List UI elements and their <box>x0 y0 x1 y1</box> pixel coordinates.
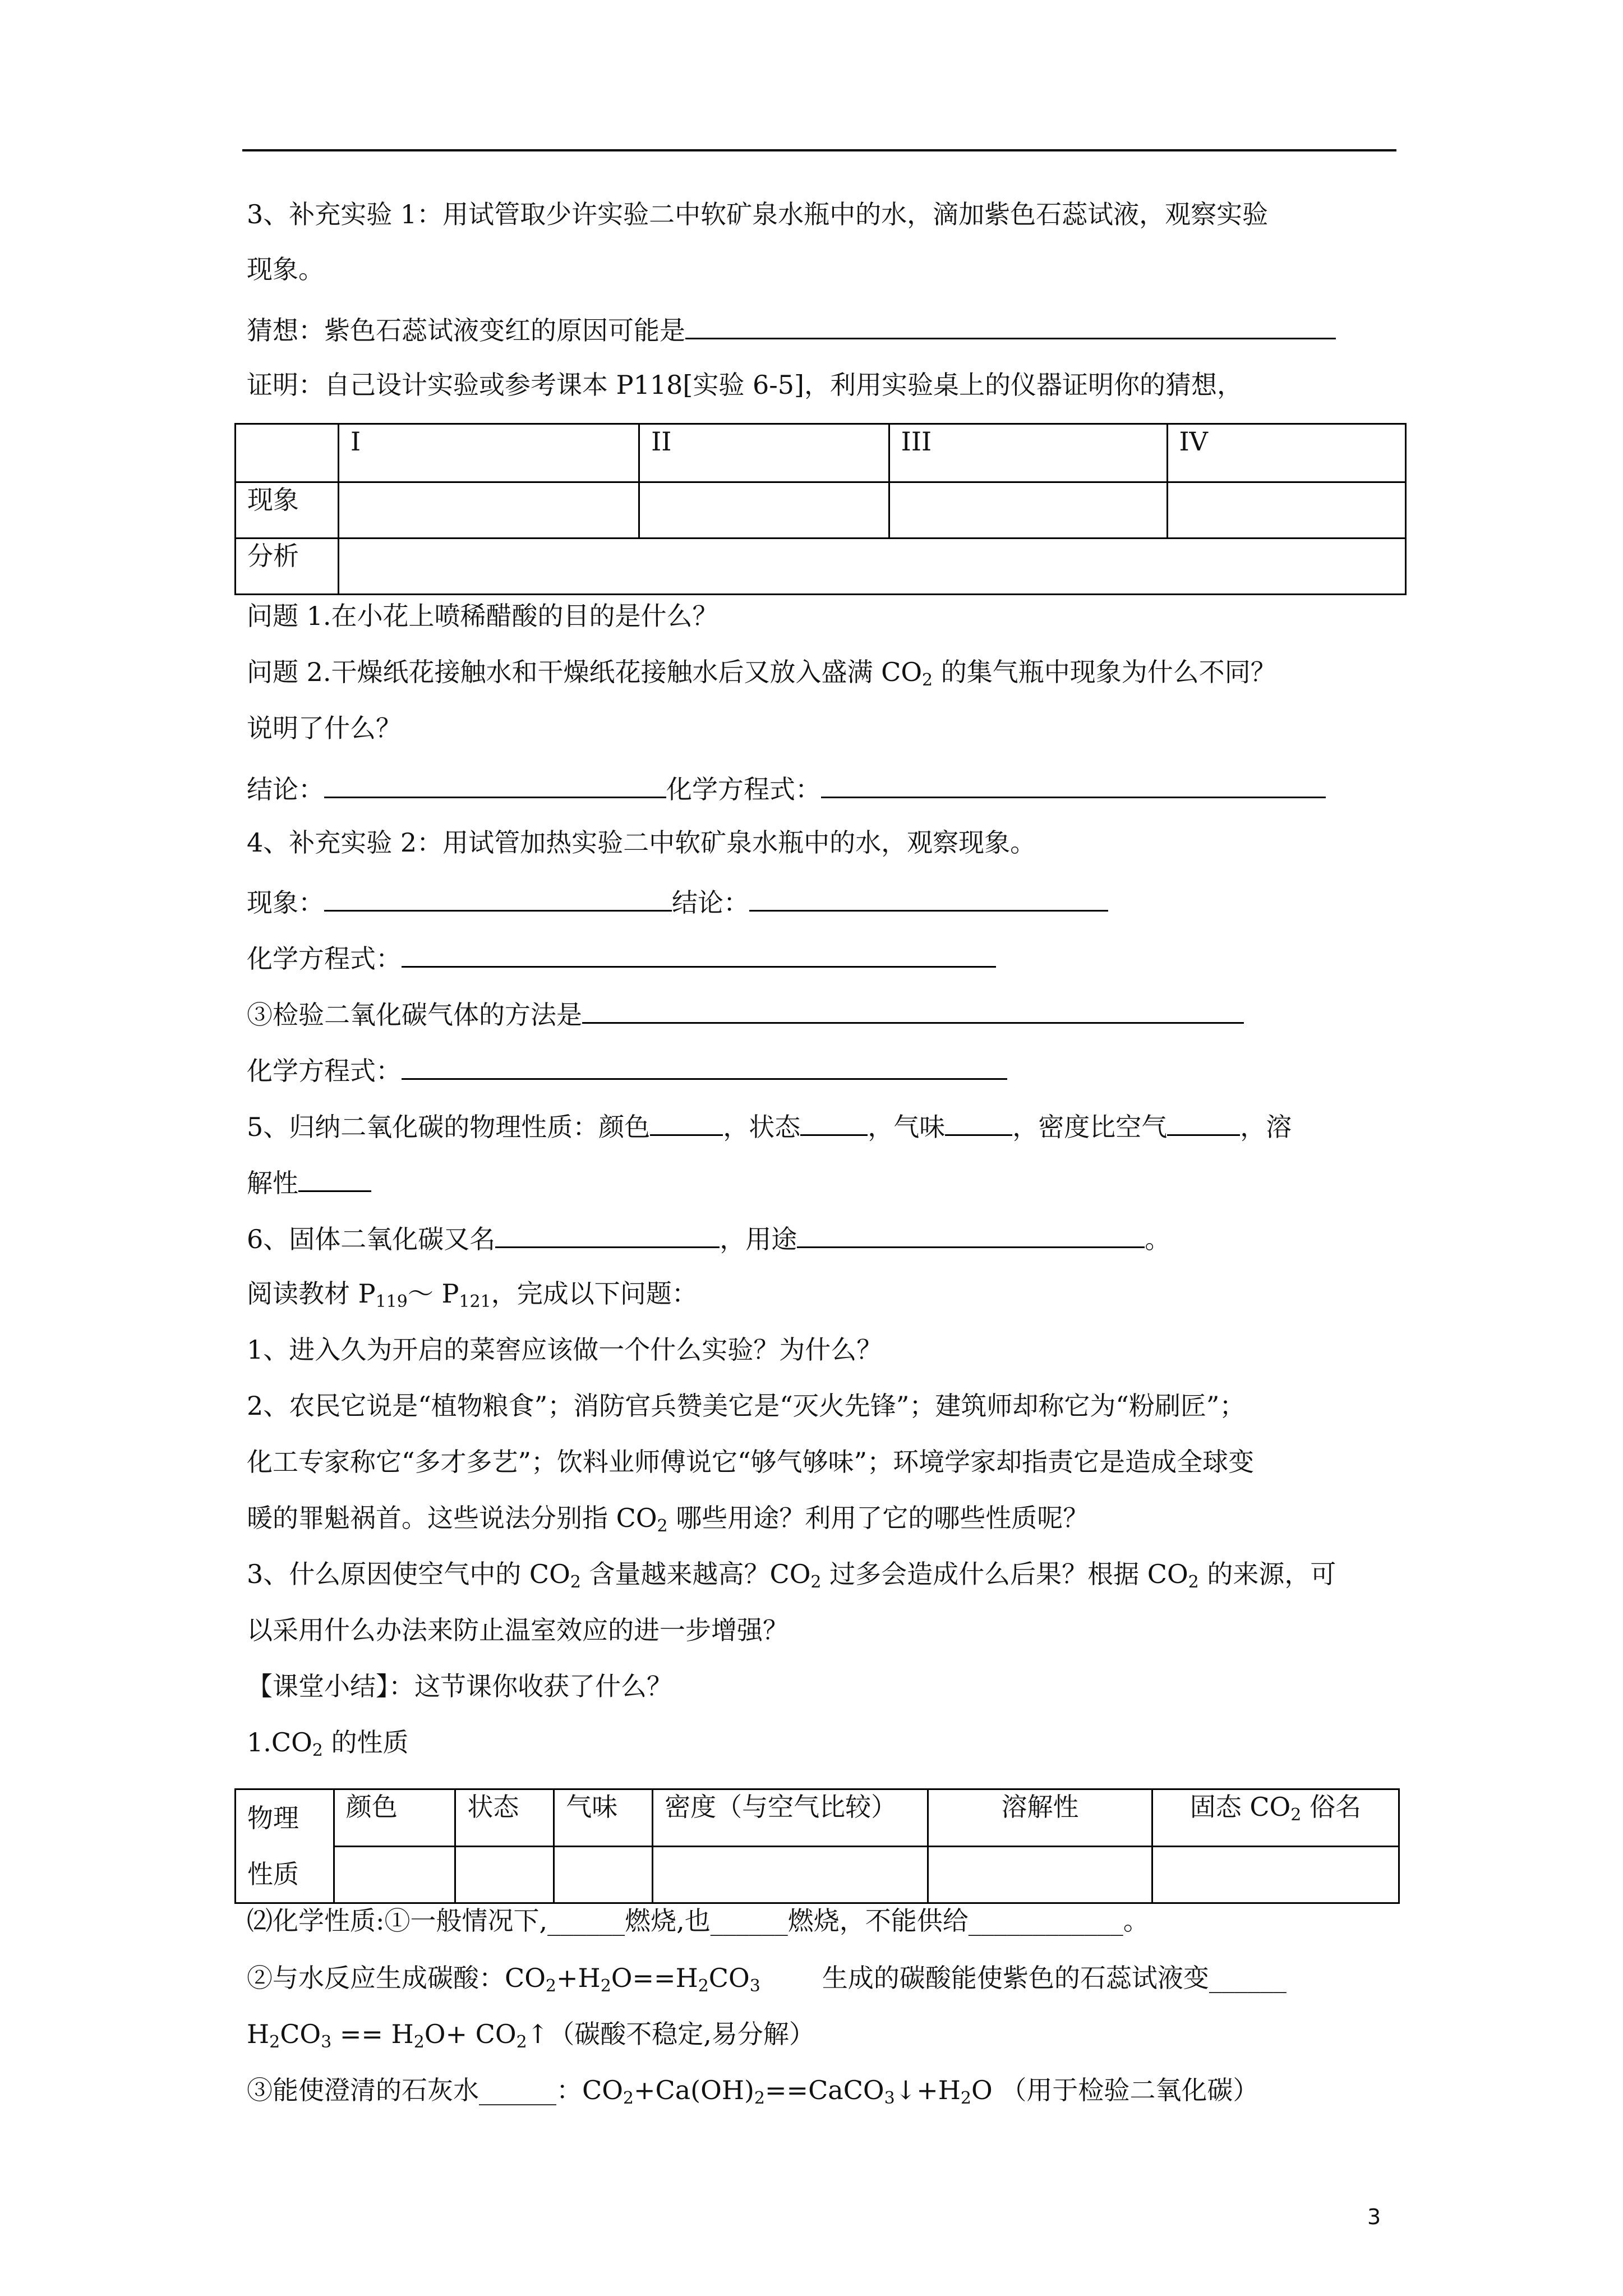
blank <box>324 771 666 798</box>
text: 3、什么原因使空气中的 CO <box>247 1559 570 1589</box>
table-cell: 密度（与空气比较） <box>653 1789 928 1847</box>
text: ③能使澄清的石灰水______：CO <box>247 2075 623 2105</box>
blank <box>650 1108 723 1136</box>
text: 5、归纳二氧化碳的物理性质：颜色 <box>247 1112 651 1142</box>
text: H <box>247 2019 270 2049</box>
blank <box>945 1108 1012 1136</box>
text: 哪些用途？利用了它的哪些性质呢？ <box>667 1503 1089 1533</box>
text: 化学方程式： <box>666 774 821 804</box>
text: ，状态 <box>723 1112 801 1142</box>
text: 猜想：紫色石蕊试液变红的原因可能是 <box>247 315 685 346</box>
text-line <box>247 1221 1170 1256</box>
text: 阅读教材 P <box>247 1278 376 1309</box>
header-rule <box>242 149 1396 151</box>
subscript: 2 <box>413 2032 425 2052</box>
text: ↓+H <box>895 2075 961 2105</box>
text-line: ⑵化学性质:①一般情况下,______燃烧,也______燃烧，不能供给____________。 <box>247 1906 1149 1936</box>
text-line <box>247 884 1108 919</box>
table-cell <box>653 1846 928 1903</box>
table-cell <box>639 482 889 539</box>
table-cell <box>236 424 339 482</box>
text: 俗名 <box>1301 1792 1361 1822</box>
text-line <box>247 1726 409 1759</box>
text: 现象： <box>247 887 324 918</box>
text: ，气味 <box>868 1112 946 1142</box>
text-line <box>247 1501 1089 1535</box>
text-line: 化工专家称它“多才多艺”；饮料业师傅说它“够气够味”；环境学家却指责它是造成全球变 <box>247 1447 1255 1477</box>
text: 固态 CO <box>1189 1792 1291 1822</box>
table-cell: I <box>339 424 639 482</box>
text-line <box>247 1165 371 1200</box>
text-line: 3、补充实验 1：用试管取少许实验二中软矿泉水瓶中的水，滴加紫色石蕊试液，观察实验 <box>247 199 1269 229</box>
subscript: 3 <box>884 2088 895 2108</box>
text-line <box>247 1108 1292 1144</box>
text: +Ca(OH) <box>634 2075 754 2105</box>
text: O （用于检验二氧化碳） <box>971 2075 1259 2105</box>
table-cell <box>334 1846 455 1903</box>
table-cell <box>339 482 639 539</box>
text: 问题 2.干燥纸花接触水和干燥纸花接触水后又放入盛满 CO <box>247 657 923 687</box>
text-line <box>247 2017 815 2051</box>
text: ，完成以下问题： <box>491 1278 698 1309</box>
blank <box>821 771 1326 798</box>
blank <box>800 1108 868 1136</box>
text-line <box>247 1557 1336 1591</box>
subscript: 2 <box>600 1976 611 1996</box>
text: == H <box>331 2019 414 2049</box>
text: 含量越来越高？CO <box>580 1559 811 1589</box>
text: O==H <box>611 1963 698 1993</box>
subscript: 119 <box>375 1292 408 1312</box>
text: ==CaCO <box>765 2075 884 2105</box>
subscript: 2 <box>922 670 933 690</box>
text-line <box>247 940 996 976</box>
properties-table <box>234 1788 1400 1904</box>
text-line <box>247 2073 1258 2107</box>
text-line <box>247 771 1326 806</box>
text: +H <box>556 1963 601 1993</box>
text: 生成的碳酸能使紫色的石蕊试液变______ <box>822 1963 1287 1993</box>
subscript: 2 <box>570 1572 581 1592</box>
subscript: 2 <box>754 2088 765 2108</box>
subscript: 2 <box>545 1976 557 1996</box>
text: ，密度比空气 <box>1012 1112 1168 1142</box>
text-line: 4、补充实验 2：用试管加热实验二中软矿泉水瓶中的水，观察现象。 <box>247 827 1036 858</box>
text: 的集气瓶中现象为什么不同？ <box>933 657 1276 687</box>
text-line <box>247 996 1244 1032</box>
text: ↑（碳酸不稳定,易分解） <box>527 2019 815 2049</box>
table-cell: 现象 <box>236 482 339 539</box>
subscript: 2 <box>1188 1572 1199 1592</box>
table-cell: IV <box>1167 424 1405 482</box>
text-line <box>247 312 1336 347</box>
text: 暖的罪魁祸首。这些说法分别指 CO <box>247 1503 657 1533</box>
subscript: 3 <box>749 1976 760 1996</box>
text: 解性 <box>247 1168 298 1198</box>
blank <box>298 1165 371 1192</box>
text-line: 说明了什么？ <box>247 713 402 743</box>
text-line <box>247 1961 1287 1995</box>
table-cell: 颜色 <box>334 1789 455 1847</box>
text-line: 证明：自己设计实验或参考课本 P118[实验 6-5]，利用实验桌上的仪器证明你的猜想， <box>247 370 1243 400</box>
table-cell: 溶解性 <box>928 1789 1152 1847</box>
subscript: 2 <box>269 2032 280 2052</box>
table-cell <box>339 539 1406 595</box>
table-cell: II <box>639 424 889 482</box>
text: ②与水反应生成碳酸：CO <box>247 1963 546 1993</box>
blank <box>582 996 1244 1024</box>
table-cell <box>1167 482 1405 539</box>
blank <box>685 312 1336 339</box>
table-cell <box>928 1846 1152 1903</box>
table-cell: 分析 <box>236 539 339 595</box>
subscript: 121 <box>459 1292 491 1312</box>
text: 6、固体二氧化碳又名 <box>247 1224 496 1254</box>
blank <box>402 1052 1007 1080</box>
text: CO <box>708 1963 750 1993</box>
page-number: 3 <box>1367 2205 1381 2229</box>
text-line: 1、进入久为开启的菜窖应该做一个什么实验？为什么？ <box>247 1335 883 1365</box>
table-cell <box>554 1846 653 1903</box>
text-line: 问题 1.在小花上喷稀醋酸的目的是什么？ <box>247 601 718 631</box>
text: ～ P <box>407 1278 459 1309</box>
table-cell <box>236 1789 334 1903</box>
experiment-table <box>234 423 1407 595</box>
subscript: 2 <box>960 2088 972 2108</box>
text: ，用途 <box>720 1224 797 1254</box>
text: 化学方程式： <box>247 944 402 974</box>
subscript: 2 <box>810 1572 822 1592</box>
text: 过多会造成什么后果？根据 CO <box>821 1559 1188 1589</box>
text: 。 <box>1145 1224 1171 1254</box>
table-cell: III <box>889 424 1167 482</box>
text-line: 2、农民它说是“植物粮食”；消防官兵赞美它是“灭火先锋”；建筑师却称它为“粉刷匠”； <box>247 1391 1246 1421</box>
subscript: 2 <box>623 2088 634 2108</box>
text: 的来源，可 <box>1198 1559 1336 1589</box>
subscript: 2 <box>312 1741 323 1760</box>
blank <box>797 1221 1145 1248</box>
text: 化学方程式： <box>247 1056 402 1086</box>
table-cell: 气味 <box>554 1789 653 1847</box>
text: 结论： <box>672 887 749 918</box>
text: 性质 <box>247 1859 299 1889</box>
table-cell: 状态 <box>455 1789 554 1847</box>
blank <box>749 884 1108 912</box>
text-line: 现象。 <box>247 254 324 284</box>
table-cell <box>455 1846 554 1903</box>
subscript: 2 <box>1290 1805 1302 1825</box>
text-line: 以采用什么办法来防止温室效应的进一步增强？ <box>247 1615 789 1645</box>
blank <box>402 940 996 968</box>
text: 物理 <box>247 1803 299 1833</box>
text: 1.CO <box>247 1727 312 1757</box>
text: 结论： <box>247 774 324 804</box>
table-cell <box>889 482 1167 539</box>
text-line: 【课堂小结】：这节课你收获了什么？ <box>247 1671 672 1701</box>
subscript: 3 <box>321 2032 332 2052</box>
table-cell <box>1152 1846 1399 1903</box>
text: ，溶 <box>1240 1112 1292 1142</box>
text: CO <box>280 2019 321 2049</box>
subscript: 2 <box>657 1516 668 1536</box>
subscript: 2 <box>698 1976 709 1996</box>
text: O+ CO <box>424 2019 517 2049</box>
text: ③检验二氧化碳气体的方法是 <box>247 1000 582 1030</box>
text-line <box>247 655 1276 689</box>
blank <box>495 1221 720 1248</box>
blank <box>324 884 672 912</box>
text-line <box>247 1277 698 1310</box>
text-line <box>247 1052 1007 1088</box>
text: 的性质 <box>322 1727 409 1757</box>
table-cell <box>1152 1789 1399 1847</box>
blank <box>1167 1108 1240 1136</box>
subscript: 2 <box>516 2032 527 2052</box>
